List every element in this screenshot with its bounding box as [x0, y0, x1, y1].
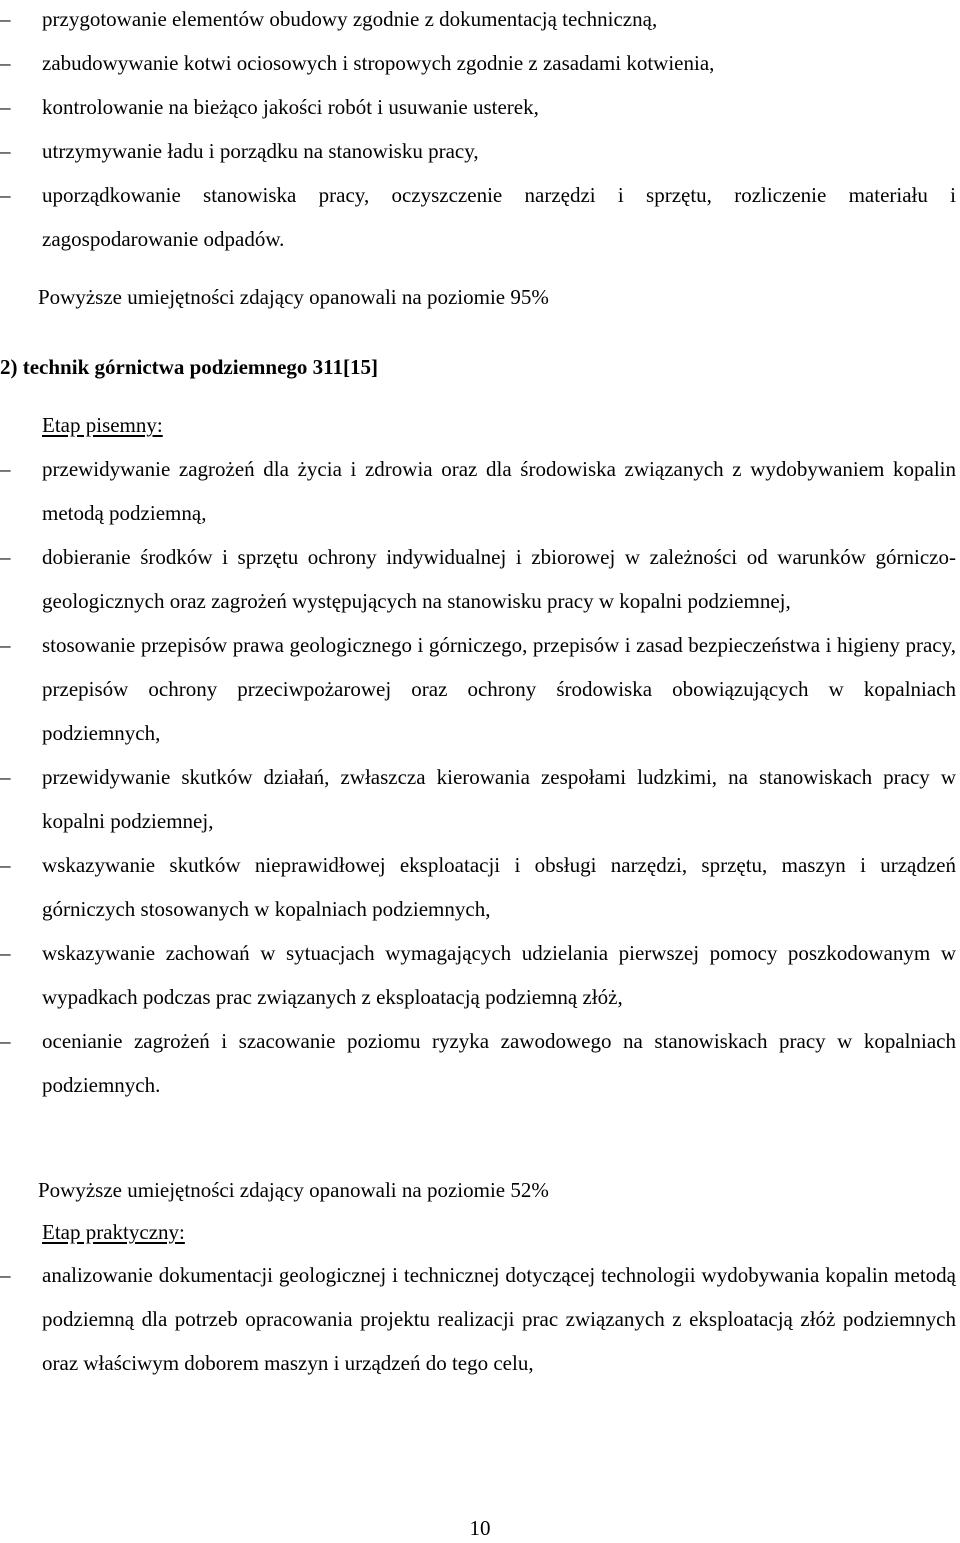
- list-item-text: zabudowywanie kotwi ociosowych i stropowych zgodnie z zasadami kotwienia,: [42, 51, 715, 75]
- list-item: [0, 447, 960, 535]
- skills-list-practical: [0, 1253, 960, 1385]
- list-item-text: ocenianie zagrożeń i szacowanie poziomu ryzyka zawodowego na stanowiskach pracy w kopalniach podziemnych.: [42, 1029, 956, 1097]
- list-item-text: stosowanie przepisów prawa geologicznego i górniczego, przepisów i zasad bezpieczeństwa i higieny pracy, przepisów ochrony przeciwpożarowej oraz ochrony środowiska obowiązujących w kopalniach podziemnych,: [42, 633, 956, 745]
- dash-bullet-icon: –: [0, 941, 11, 965]
- list-item-text: przewidywanie zagrożeń dla życia i zdrowia oraz dla środowiska związanych z wydobywaniem kopalin metodą podziemną,: [42, 457, 956, 525]
- list-item-text: analizowanie dokumentacji geologicznej i technicznej dotyczącej technologii wydobywania kopalin metodą podziemną dla potrzeb opracowania projektu realizacji prac związanych z eksploatacją złóż podziemnych oraz właściwym doborem maszyn i urządzeń do tego celu,: [42, 1263, 956, 1375]
- list-item-text: przygotowanie elementów obudowy zgodnie z dokumentacją techniczną,: [42, 7, 658, 31]
- list-item: [0, 1253, 960, 1385]
- list-item: [0, 85, 960, 129]
- dash-bullet-icon: –: [0, 183, 11, 207]
- dash-bullet-icon: –: [0, 457, 11, 481]
- list-item-text: kontrolowanie na bieżąco jakości robót i usuwanie usterek,: [42, 95, 539, 119]
- summary-line: Powyższe umiejętności zdający opanowali na poziomie 52%: [38, 1178, 549, 1202]
- dash-bullet-icon: –: [0, 545, 11, 569]
- list-item: [0, 931, 960, 1019]
- skills-list-written: [0, 447, 960, 1107]
- page-number: 10: [469, 1516, 491, 1540]
- section-heading: 2) technik górnictwa podziemnego 311[15]: [0, 355, 378, 379]
- dash-bullet-icon: –: [0, 1263, 11, 1287]
- dash-bullet-icon: –: [0, 633, 11, 657]
- list-item: [0, 843, 960, 931]
- list-item: [0, 41, 960, 85]
- list-item-text: przewidywanie skutków działań, zwłaszcza kierowania zespołami ludzkimi, na stanowiskach pracy w kopalni podziemnej,: [42, 765, 956, 833]
- dash-bullet-icon: –: [0, 765, 11, 789]
- dash-bullet-icon: –: [0, 853, 11, 877]
- list-item: [0, 129, 960, 173]
- list-item-text: uporządkowanie stanowiska pracy, oczyszczenie narzędzi i sprzętu, rozliczenie materiału i zagospodarowanie odpadów.: [42, 183, 956, 251]
- stage-practical-label: Etap praktyczny:: [42, 1220, 185, 1244]
- summary-line: Powyższe umiejętności zdający opanowali na poziomie 95%: [38, 285, 549, 309]
- list-item-text: dobieranie środków i sprzętu ochrony indywidualnej i zbiorowej w zależności od warunków górniczo-geologicznych oraz zagrożeń występujących na stanowisku pracy w kopalni podziemnej,: [42, 545, 956, 613]
- dash-bullet-icon: –: [0, 1029, 11, 1053]
- dash-bullet-icon: –: [0, 51, 11, 75]
- list-item-text: wskazywanie skutków nieprawidłowej eksploatacji i obsługi narzędzi, sprzętu, maszyn i urządzeń górniczych stosowanych w kopalniach podziemnych,: [42, 853, 956, 921]
- list-item-text: wskazywanie zachowań w sytuacjach wymagających udzielania pierwszej pomocy poszkodowanym w wypadkach podczas prac związanych z eksploatacją podziemną złóż,: [42, 941, 956, 1009]
- list-item: [0, 1019, 960, 1107]
- stage-written-label: Etap pisemny:: [42, 413, 163, 437]
- list-item-text: utrzymywanie ładu i porządku na stanowisku pracy,: [42, 139, 479, 163]
- list-item: [0, 0, 960, 41]
- skills-list-previous: [0, 0, 960, 261]
- dash-bullet-icon: –: [0, 95, 11, 119]
- list-item: [0, 755, 960, 843]
- list-item: [0, 623, 960, 755]
- dash-bullet-icon: –: [0, 139, 11, 163]
- list-item: [0, 535, 960, 623]
- list-item: [0, 173, 960, 261]
- dash-bullet-icon: –: [0, 7, 11, 31]
